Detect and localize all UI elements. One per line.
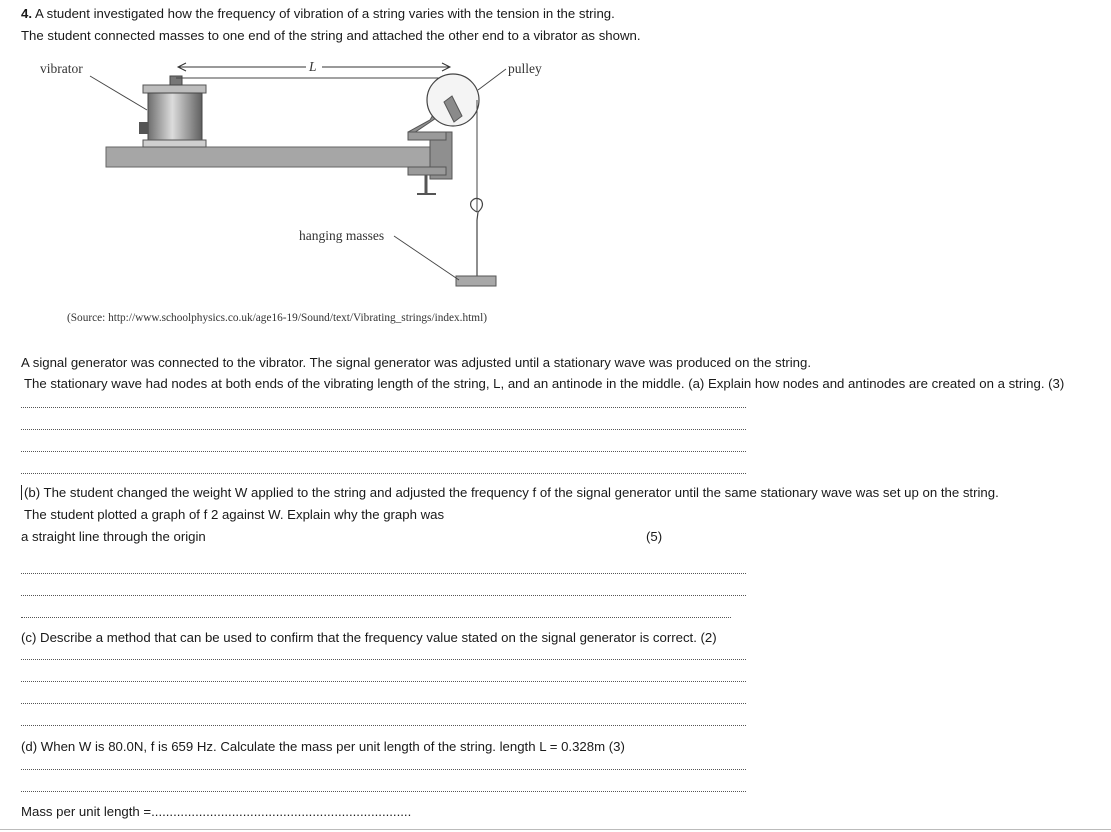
question-intro-line2: The student connected masses to one end of the string and attached the other end to a vibrator as shown. [21,28,641,43]
mass-per-unit-length-answer[interactable]: Mass per unit length =....................................................................... [21,804,412,819]
page-bottom-rule [0,829,1111,830]
part-b-line1-text: (b) The student changed the weight W applied to the string and adjusted the frequency f of the signal generator until the same stationary wave was set up on the string. [24,485,999,500]
bench [106,147,446,167]
answer-line-a2[interactable] [21,429,746,430]
vibrator-body [139,76,206,147]
answer-line-b2[interactable] [21,595,746,596]
answer-line-b1[interactable] [21,573,746,574]
part-b-line1 [21,485,999,501]
answer-line-c2[interactable] [21,681,746,682]
hanging-masses-label: hanging masses [299,228,385,243]
vibrator-label: vibrator [40,61,83,76]
question-intro-line1 [21,6,615,22]
part-b-line3: a straight line through the origin [21,529,206,544]
answer-line-c1[interactable] [21,659,746,660]
part-b-line2: The student plotted a graph of f 2 against W. Explain why the graph was [24,507,445,522]
apparatus-diagram [0,52,560,302]
part-c-line1: (c) Describe a method that can be used to confirm that the frequency value stated on the signal generator is correct. (2) [21,630,717,645]
answer-line-d1[interactable] [21,769,746,770]
length-label: L [309,59,317,74]
answer-line-d2[interactable] [21,791,746,792]
question-intro-text: A student investigated how the frequency of vibration of a string varies with the tension in the string. [34,6,615,21]
answer-line-a3[interactable] [21,451,746,452]
part-d-line1: (d) When W is 80.0N, f is 659 Hz. Calculate the mass per unit length of the string. length L = 0.328m (3) [21,739,625,754]
part-b-marks: (5) [646,529,663,544]
hanging-mass [456,276,496,286]
pulley-label: pulley [508,61,542,76]
answer-line-c3[interactable] [21,703,746,704]
answer-line-a1[interactable] [21,407,746,408]
figure-source: (Source: http://www.schoolphysics.co.uk/age16-19/Sound/text/Vibrating_strings/index.html) [67,312,487,324]
answer-line-a4[interactable] [21,473,746,474]
part-a-line2: The stationary wave had nodes at both ends of the vibrating length of the string, L, and an antinode in the middle. (a) Explain how nodes and antinodes are created on a string. (3) [24,376,1065,391]
part-a-line1: A signal generator was connected to the vibrator. The signal generator was adjusted until a stationary wave was produced on the string. [21,355,812,370]
text-cursor [21,485,22,500]
question-number: 4. [21,6,32,21]
answer-line-c4[interactable] [21,725,746,726]
answer-line-b3[interactable] [21,617,731,618]
